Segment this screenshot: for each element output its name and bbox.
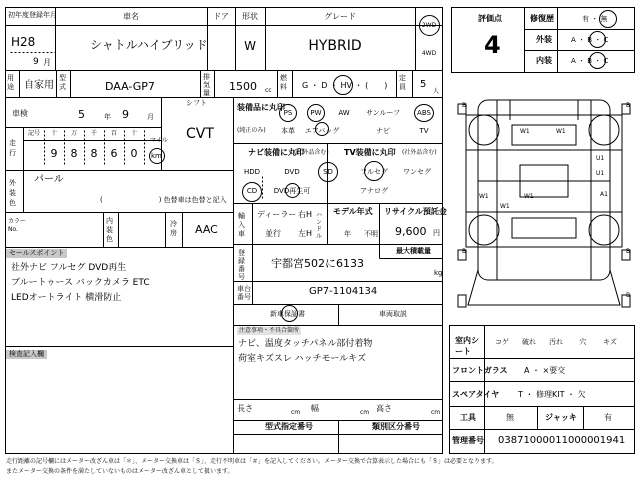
score-label: 評価点 [478,14,502,23]
spare-tire-value: T ・ 修理KIT ・ 欠 [518,390,586,399]
model-year-label: モデル年式 [333,207,373,216]
shape-label: 形状 [242,12,258,21]
repair-label: 修復歴 [530,14,554,23]
navi-item: CD [246,187,258,195]
odometer-unit: 万 [70,130,78,137]
exterior-grade-label: 外装 [536,35,552,44]
front-glass-label: フロントガラス [452,366,508,375]
height-label: 高さ [376,404,392,413]
note-line: ナビ、温度タッチパネル部付着物 [238,339,373,349]
model-label: 型式 [59,74,66,91]
repair-options: 有 ・ 無 [582,15,608,23]
diagram-label: W1 [556,128,566,135]
odometer-digit: 0 [130,147,138,160]
exterior-color-value: パール [34,174,64,185]
import-label: 輸入車 [238,212,245,238]
shift-label: シフト [186,99,207,107]
equipment-item: ナビ [376,127,390,135]
fuel-label: 燃料 [280,74,287,91]
score-value: 4 [484,31,501,59]
first-registration-month: 9 [33,57,39,67]
odometer-sign-label: 記号 [28,130,41,137]
handle-right: 右H [298,210,313,219]
diagram-label: W1 [479,193,489,200]
inspection-year-unit: 年 [104,113,111,121]
vehicle-manual: 車両取説 [379,310,407,318]
shape-value: W [244,39,256,53]
diagram-label: B [626,248,631,255]
equipment-item: ABS [417,109,431,117]
diagram-label: B [462,248,467,255]
tv-label: TV装備に丸印 [344,148,396,157]
odometer-unit: 十 [50,130,58,137]
inspection-month-unit: 月 [147,113,154,121]
odometer-unit: 百 [110,130,118,137]
equipment-item: TV [419,127,429,135]
diagram-label: B [462,102,467,109]
navi-item: DVD再生可 [273,187,311,195]
car-name-value: シャトルハイブリッド [90,38,208,52]
recycle-label: リサイクル預託金 [384,207,447,216]
ac-value: AAC [195,223,218,236]
use-value: 自家用 [24,80,54,91]
diagram-label: W1 [524,193,534,200]
interior-grade-options: A ・ B ・ C [571,57,609,65]
odometer-digit: 6 [110,147,118,160]
tv-item: フルセグ [360,168,388,176]
length-label: 長さ [237,404,253,413]
fuel-options: G ・ D ・ HV ・ ( ) [302,81,388,90]
exterior-color-label: 外装色 [9,179,16,207]
footer-line-1: 走行距離の記号欄にはメーター改ざん車は「＊」、メーター交換車は「＄」、走行不明車は「＃」を記入してください。メーター交換で合算表示した場合にも「＄」は必要となります。 [6,458,498,465]
management-label: 管理番号 [452,436,484,445]
grade-label: グレード [324,12,356,21]
shift-value: CVT [186,126,214,142]
diagram-label: B [626,292,631,299]
diagram-label: U1 [596,170,605,177]
tv-item: アナログ [360,187,388,195]
diagram-label: W1 [500,203,510,210]
displacement-unit: cc [265,87,272,94]
equipment-item: AW [338,109,350,117]
mile-label: マイル [150,137,168,144]
jack-value: 有 [604,413,612,422]
new-car-warranty: 新車保証書 [270,310,305,318]
car-diagram [458,100,630,307]
spare-tire-label: スペアタイヤ [452,390,500,399]
import-dealer: ディーラー [257,210,297,219]
km-label: km [151,152,162,160]
inspection-year: 5 [78,108,85,121]
length-unit: cm [291,409,301,416]
odometer-unit: 十 [130,130,138,137]
width-unit: cm [360,409,370,416]
recycle-unit: 円 [433,229,440,237]
selling-points-label: セールスポイント [6,249,67,258]
inspector-label: 検査記入欄 [6,350,47,359]
room-sheet-label: 室内シート [455,336,479,356]
selling-point-line: 社外ナビ フルセグ DVD再生 [11,263,127,273]
diagram-label: A1 [600,191,608,198]
footer-line-2: またメーター交換の条件を満たしていないものはメーター改ざん車として扱います。 [6,468,234,475]
odometer-label: 走行 [9,139,16,157]
door-label: ドア [213,12,229,21]
diagram-label: U1 [596,155,605,162]
handle-label: ハンドル [316,212,323,240]
width-label: 幅 [311,404,319,413]
inspection-label: 車検 [12,109,28,118]
month-unit: 月 [43,58,51,67]
displacement-label: 排気量 [203,73,210,97]
first-registration-label: 初年度登録年月 [8,11,57,19]
selling-point-line: LEDオートライト 横滑防止 [11,293,122,303]
interior-color-label: 内装色 [106,217,113,243]
diagram-label: W1 [520,128,530,135]
room-sheet-item: キズ [603,338,617,346]
capacity-unit: 人 [433,88,440,95]
capacity-value: 5 [420,79,427,90]
equipment-item: PW [310,109,322,117]
room-sheet-item: 穴 [579,338,587,346]
use-label: 用途 [7,74,14,91]
diagram-label: B [626,102,631,109]
jack-label: ジャッキ [545,413,577,422]
equipment-label2: (純正のみ) [237,127,266,134]
note-line: 荷室キズスレ ハッチモールキズ [238,354,366,364]
max-load-label: 最大積載量 [396,247,431,255]
management-value: 03871000011000001941 [498,435,626,446]
notes-header: 注意事項・不具合箇所 [239,327,300,334]
navi-item: DVD [284,168,300,176]
color-no-label: カラーNo. [8,218,27,233]
inspection-month: 9 [122,108,129,121]
navi-item: SD [323,168,333,176]
tools-label: 工具 [460,413,476,422]
drive-4wd: 4WD [421,50,437,57]
grade-value: HYBRID [308,38,362,54]
interior-grade-label: 内装 [536,56,552,65]
color-change-note: ( ) 色替車は色替と記入 [100,196,227,204]
handle-left: 左H [298,229,313,238]
model-spec-label: 型式指定番号 [265,422,313,431]
equipment-label: 装備品に丸印 [237,103,285,112]
navi-item: HDD [243,168,261,176]
capacity-label: 定員 [399,74,406,91]
room-sheet-item: 破れ [522,338,536,346]
height-unit: cm [431,409,441,416]
room-sheet-item: 汚れ [549,338,563,346]
max-load-unit: kg [434,269,443,277]
registration-value: 宇都宮502に6133 [271,257,364,270]
odometer-unit: 千 [90,130,98,137]
first-registration-year: H28 [11,35,36,49]
ac-label: 冷房 [170,220,177,237]
equipment-item: 本革 [281,127,295,135]
import-parallel: 並行 [265,229,281,238]
model-year-unknown: 不明 [364,230,378,238]
drive-2wd: 2WD [421,22,437,29]
chassis-value: GP7-1104134 [309,286,378,297]
room-sheet-item: コゲ [495,338,509,346]
model-value: DAA-GP7 [105,80,155,93]
navi-note: (社外品含む) [294,149,329,156]
equipment-item: サンルーフ [365,109,401,117]
odometer-digit: 8 [90,147,98,160]
chassis-label: 車台番号 [237,285,251,301]
recycle-value: 9,600 [395,225,427,238]
exterior-grade-options: A ・ B ・ C [571,36,609,44]
tv-item: ワンセグ [403,168,431,176]
navi-label: ナビ装備に丸印 [248,148,304,157]
car-name-label: 車名 [123,12,139,21]
model-year-unit: 年 [344,230,351,238]
tv-note: (社外品含む) [402,149,437,156]
class-no-label: 類別区分番号 [372,422,420,431]
tools-value: 無 [506,413,514,422]
front-glass-value: A ・ ×要交 [524,366,566,375]
odometer-digit: 9 [50,147,58,160]
displacement-value: 1500 [229,80,257,93]
equipment-item: PS [283,109,293,117]
odometer-digit: 8 [70,147,78,160]
equipment-item: エアバッグ [304,127,340,135]
registration-label: 登録番号 [238,249,245,281]
selling-point-line: ブルートゥース バックカメラ ETC [11,278,150,288]
